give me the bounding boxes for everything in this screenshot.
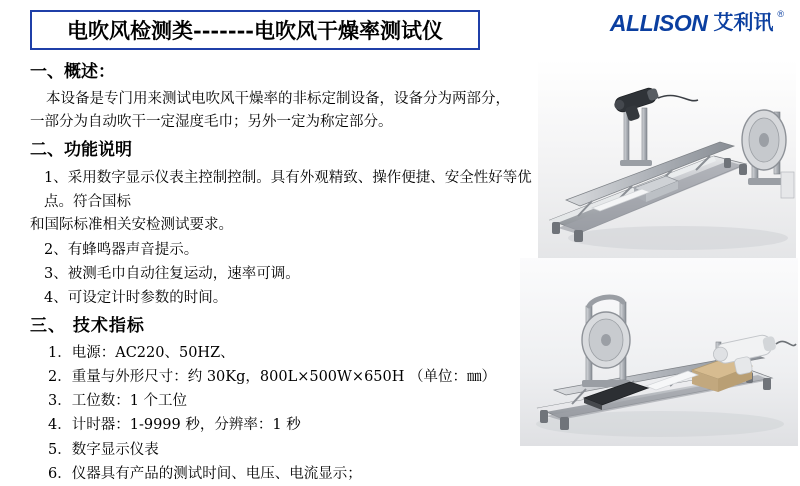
- overview-line-1: 本设备是专门用来测试电吹风干燥率的非标定制设备，设备分为两部分，: [46, 90, 510, 107]
- brand-latin-text: ALLISON: [609, 10, 708, 36]
- section-heading-overview: 一、概述：: [30, 62, 115, 82]
- function-item-2: 2、有蜂鸣器声音提示。: [44, 241, 199, 258]
- function-item-3: 3、被测毛巾自动往复运动，速率可调。: [44, 265, 300, 282]
- spec-item-6: 6．仪器具有产品的测试时间、电压、电流显示；: [48, 465, 362, 482]
- document-body: [30, 56, 550, 486]
- product-photo-top: [538, 60, 796, 260]
- function-item-1: 1、采用数字显示仪表主控制控制。具有外观精致、操作便捷、安全性好等优点。符合国标: [44, 169, 532, 211]
- page-title: 电吹风检测类-------电吹风干燥率测试仪: [66, 18, 443, 43]
- spec-item-5: 5．数字显示仪表: [48, 441, 159, 458]
- brand-chinese-text: 艾利讯: [713, 10, 774, 34]
- spec-item-3: 3．工位数：1 个工位: [48, 393, 188, 410]
- overview-line-2: 一部分为自动吹干一定湿度毛巾；另外一定为称定部分。: [30, 113, 393, 130]
- function-item-1-cont: 和国际标准相关安检测试要求。: [30, 217, 233, 234]
- spec-item-4: 4．计时器：1-9999 秒，分辨率：1 秒: [48, 417, 301, 434]
- product-photo-bottom-image: [520, 258, 798, 446]
- spec-item-1: 1．电源：AC220、50HZ、: [48, 345, 235, 362]
- section-heading-functions: 二、功能说明: [30, 140, 132, 161]
- section-heading-specs: 三、 技术指标: [30, 315, 145, 336]
- page-title-box: [30, 10, 480, 50]
- product-photo-top-image: [538, 60, 796, 260]
- spec-item-2: 2．重量与外形尺寸：约 30Kg，800L×500W×650H （单位：㎜）: [48, 369, 497, 386]
- brand-logo: [609, 9, 784, 36]
- registered-mark-icon: ®: [777, 9, 784, 19]
- product-photo-bottom: [520, 258, 798, 446]
- function-item-4: 4、可设定计时参数的时间。: [44, 289, 228, 306]
